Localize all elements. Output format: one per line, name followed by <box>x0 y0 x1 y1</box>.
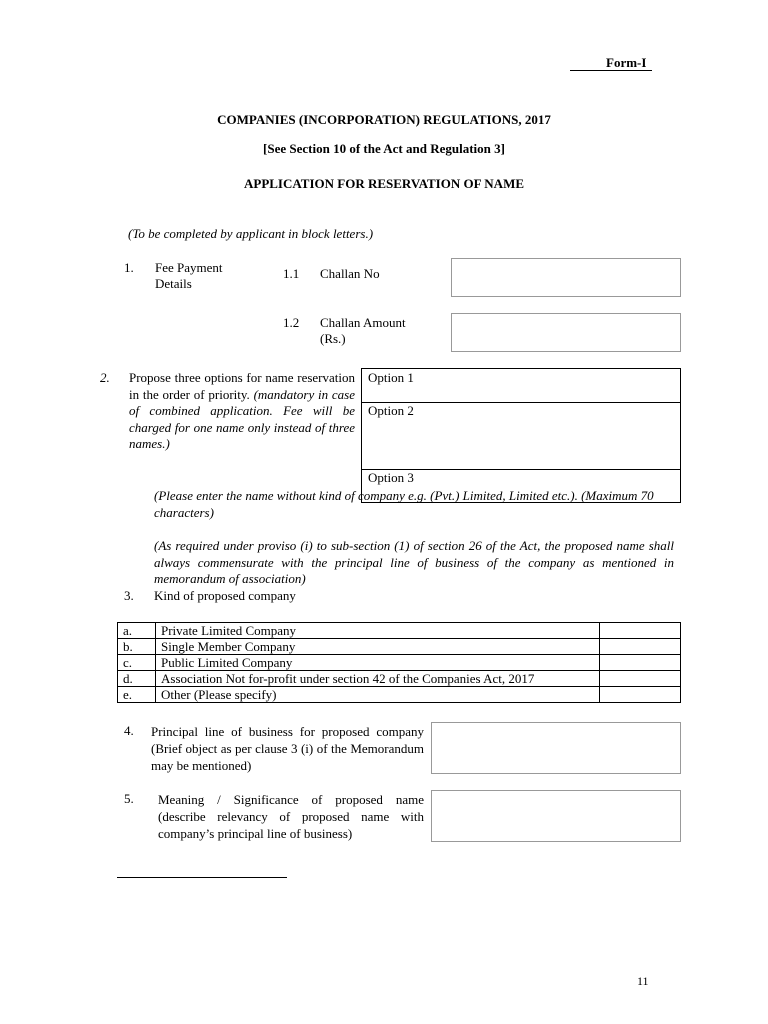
option-1-label: Option 1 <box>368 370 414 385</box>
private-limited-select-cell[interactable] <box>600 623 681 639</box>
q1-2-number: 1.2 <box>283 315 300 330</box>
name-option-2-field[interactable] <box>361 403 681 470</box>
instruction-text: (To be completed by applicant in block letters.) <box>128 226 374 241</box>
proviso-hint-text: (As required under proviso (i) to sub-section (1) of section 26 of the Act, the proposed name shall always commensurate with the principal line of business of the company as mentioned in memorandum of association) <box>154 538 674 586</box>
table-row <box>118 687 681 703</box>
challan-amount-label: Challan Amount (Rs.) <box>320 315 406 346</box>
name-hint-text: (Please enter the name without kind of company e.g. (Pvt.) Limited, Limited etc.). (Maximum 70 characters) <box>154 488 654 520</box>
public-limited-select-cell[interactable] <box>600 655 681 671</box>
q2-label-block <box>129 370 355 453</box>
q4-number: 4. <box>124 723 134 738</box>
row-letter: a. <box>118 623 156 639</box>
q3-number: 3. <box>124 588 134 603</box>
row-text: Single Member Company <box>156 639 600 655</box>
regulation-title: COMPANIES (INCORPORATION) REGULATIONS, 2017 <box>217 112 551 127</box>
row-text: Private Limited Company <box>156 623 600 639</box>
q5-number: 5. <box>124 791 134 806</box>
challan-no-field[interactable] <box>451 258 681 297</box>
row-letter: e. <box>118 687 156 703</box>
q2-note: (mandatory in case of combined application. Fee will be charged for one name only instead of three names.) <box>129 386 355 451</box>
principal-business-field[interactable] <box>431 722 681 774</box>
q3-label: Kind of proposed company <box>154 588 296 603</box>
challan-no-label: Challan No <box>320 266 380 281</box>
regulation-subtitle: [See Section 10 of the Act and Regulation 3] <box>263 141 505 156</box>
form-name: APPLICATION FOR RESERVATION OF NAME <box>243 176 525 191</box>
name-option-1-field[interactable] <box>361 368 681 403</box>
table-row <box>118 639 681 655</box>
q2-label: Propose three options for name reservation in the order of priority. <box>129 370 355 402</box>
table-row <box>118 671 681 687</box>
challan-amount-field[interactable] <box>451 313 681 352</box>
table-row <box>118 623 681 639</box>
table-row <box>118 655 681 671</box>
q5-label: Meaning / Significance of proposed name (describe relevancy of proposed name with company’s principal line of business) <box>158 792 424 841</box>
company-kind-table <box>117 622 681 703</box>
row-letter: d. <box>118 671 156 687</box>
q2-number: 2. <box>100 370 110 385</box>
q1-number: 1. <box>124 260 134 275</box>
q4-label: Principal line of business for proposed company (Brief object as per clause 3 (i) of the Memorandum may be mentioned) <box>151 724 424 773</box>
row-letter: c. <box>118 655 156 671</box>
name-significance-field[interactable] <box>431 790 681 842</box>
row-text: Association Not for-profit under section 42 of the Companies Act, 2017 <box>156 671 600 687</box>
form-id: Form-I <box>606 55 647 70</box>
option-3-label: Option 3 <box>368 470 414 485</box>
row-text: Other (Please specify) <box>156 687 600 703</box>
footnote-separator <box>117 877 287 878</box>
option-2-label: Option 2 <box>368 403 414 418</box>
association-select-cell[interactable] <box>600 671 681 687</box>
q1-1-number: 1.1 <box>283 266 300 281</box>
other-select-cell[interactable] <box>600 687 681 703</box>
single-member-select-cell[interactable] <box>600 639 681 655</box>
page-number: 11 <box>637 974 649 988</box>
row-letter: b. <box>118 639 156 655</box>
row-text: Public Limited Company <box>156 655 600 671</box>
q1-label: Fee Payment Details <box>155 260 223 291</box>
